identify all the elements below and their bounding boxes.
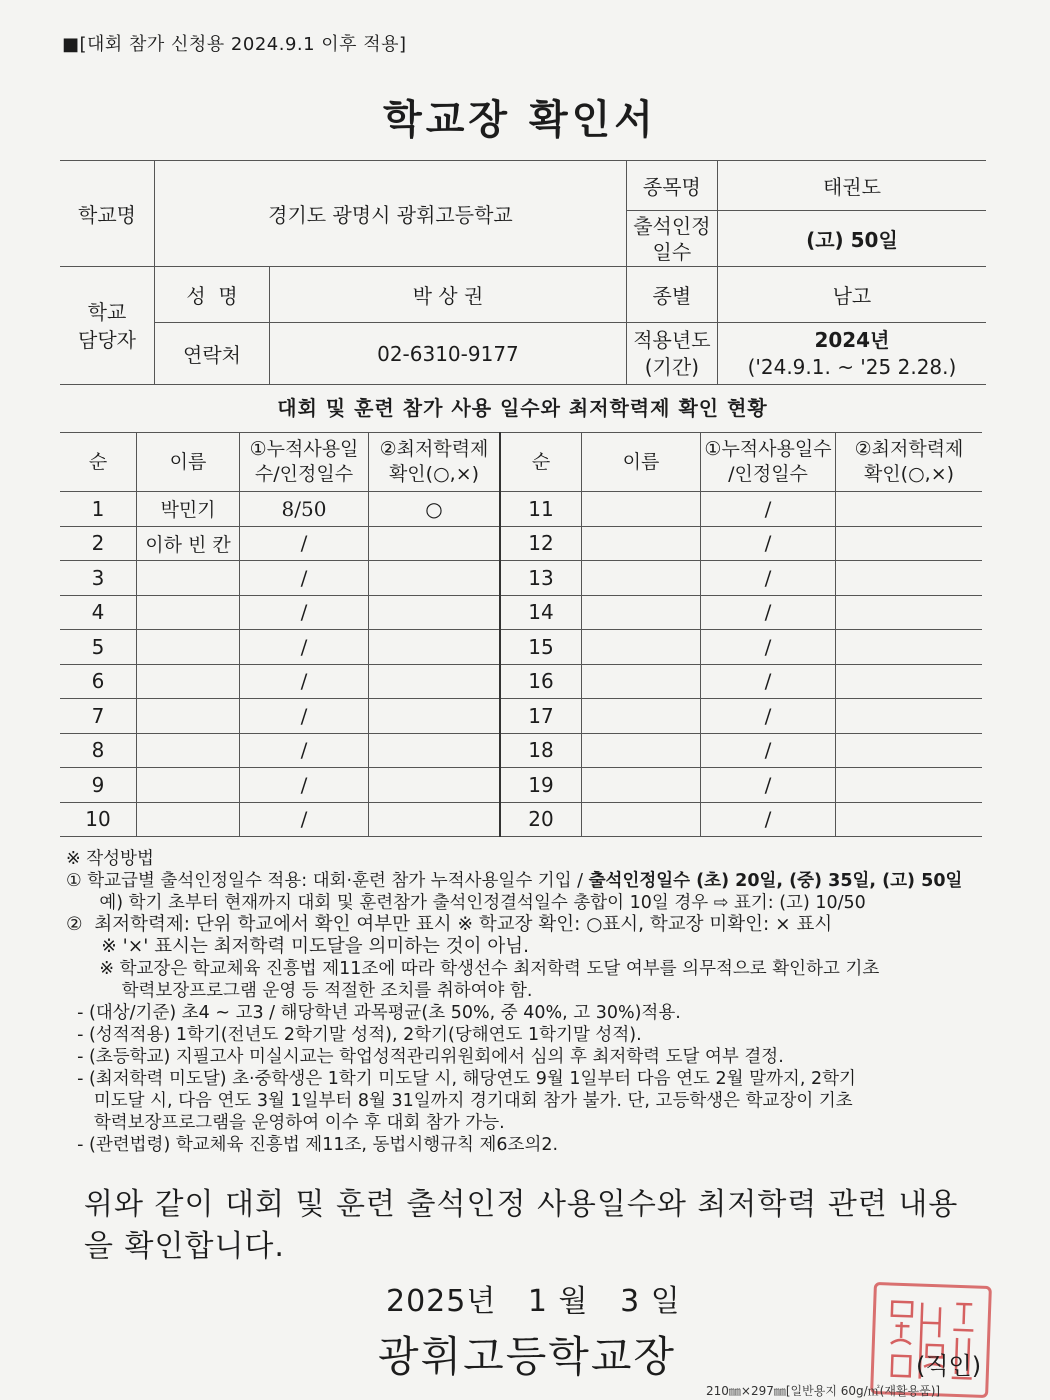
row-number: 7 [60, 699, 137, 734]
name-label: 성 명 [155, 267, 270, 323]
row-days: / [701, 699, 836, 734]
col-name: 이름 [137, 433, 240, 492]
row-days: / [701, 595, 836, 630]
guide-line: ② 최저학력제: 단위 학교에서 확인 여부만 표시 ※ 학교장 확인: ○표시, 학교장 미확인: × 표시 [66, 914, 833, 935]
row-check [836, 699, 983, 734]
roster-table [60, 432, 982, 837]
row-check [836, 664, 983, 699]
row-name [582, 768, 701, 803]
col-days: ①누적사용일 수/인정일수 [240, 433, 369, 492]
principal-title: 광휘고등학교장 [378, 1332, 677, 1381]
row-check [836, 492, 983, 527]
row-number: 20 [500, 802, 582, 837]
attendance-label: 출석인정 일수 [626, 211, 717, 267]
table-row [60, 699, 982, 734]
row-number: 3 [60, 561, 137, 596]
table-row [60, 492, 982, 527]
row-check [836, 526, 983, 561]
row-name [137, 561, 240, 596]
row-number: 19 [500, 768, 582, 803]
table-row [60, 768, 982, 803]
table-row [60, 733, 982, 768]
row-name [582, 561, 701, 596]
year-value: 2024년 [814, 327, 890, 352]
paper-spec: 210㎜×297㎜[일반용지 60g/㎡(재활용품)] [706, 1384, 941, 1398]
contact-value: 02-6310-9177 [270, 323, 627, 385]
row-name [582, 733, 701, 768]
row-name [582, 595, 701, 630]
row-name [582, 630, 701, 665]
contact-label: 연락처 [155, 323, 270, 385]
row-check [836, 802, 983, 837]
row-number: 2 [60, 526, 137, 561]
row-days: / [240, 595, 369, 630]
guide-line: - (최저학력 미도달) 초·중학생은 1학기 미도달 시, 해당연도 9월 1일부터 다음 연도 2월 말까지, 2학기 [66, 1069, 856, 1089]
row-number: 18 [500, 733, 582, 768]
row-days: / [240, 526, 369, 561]
guide-text: ① 학교급별 출석인정일수 적용: 대회·훈련 참가 누적사용일수 기입 / [66, 871, 589, 891]
sport-value: 태권도 [717, 161, 986, 211]
row-check [369, 733, 501, 768]
guide-line: ※ 학교장은 학교체육 진흥법 제11조에 따라 학생선수 최저학력 도달 여부를 의무적으로 확인하고 기초 [66, 959, 880, 979]
issue-date: 2025년 1 월 3 일 [386, 1284, 681, 1319]
guide-line [66, 870, 986, 892]
row-number: 10 [60, 802, 137, 837]
row-number: 1 [60, 492, 137, 527]
row-name [137, 630, 240, 665]
row-check [369, 561, 501, 596]
table-row [60, 802, 982, 837]
attendance-value: (고) 50일 [717, 211, 986, 267]
writing-guide [66, 848, 986, 1156]
guide-line: - (성적적용) 1학기(전년도 2학기말 성적), 2학기(당해연도 1학기말 성적). [66, 1025, 642, 1045]
row-days: / [701, 664, 836, 699]
row-number: 12 [500, 526, 582, 561]
row-days: / [701, 526, 836, 561]
row-name [582, 802, 701, 837]
row-check: ○ [369, 492, 501, 527]
row-number: 17 [500, 699, 582, 734]
row-number: 13 [500, 561, 582, 596]
guide-line: - (초등학교) 지필고사 미실시교는 학업성적관리위원회에서 심의 후 최저학력 도달 여부 결정. [66, 1047, 784, 1067]
col-no: 순 [60, 433, 137, 492]
guide-line: 예) 학기 초부터 현재까지 대회 및 훈련참가 출석인정결석일수 총합이 10일 경우 ⇨ 표기: (고) 10/50 [66, 893, 866, 913]
school-label: 학교명 [60, 161, 155, 267]
guide-emphasis: 출석인정일수 (초) 20일, (중) 35일, (고) 50일 [588, 871, 963, 891]
table-row [60, 526, 982, 561]
section-title: 대회 및 훈련 참가 사용 일수와 최저학력제 확인 현황 [277, 396, 768, 420]
col-check-2: ②최저학력제 확인(○,×) [836, 433, 983, 492]
row-number: 15 [500, 630, 582, 665]
year-label: 적용년도 (기간) [626, 323, 717, 385]
row-check [369, 802, 501, 837]
row-name: 박민기 [137, 492, 240, 527]
table-row [60, 561, 982, 596]
row-days: / [701, 630, 836, 665]
gender-value: 남고 [717, 267, 986, 323]
row-check [369, 630, 501, 665]
guide-line: 미도달 시, 다음 연도 3월 1일부터 8월 31일까지 경기대회 참가 불가. 단, 고등학생은 학교장이 기초 [66, 1091, 853, 1111]
form-usage-note: ■[대회 참가 신청용 2024.9.1 이후 적용] [62, 34, 407, 55]
row-days: / [701, 768, 836, 803]
row-number: 6 [60, 664, 137, 699]
row-number: 16 [500, 664, 582, 699]
row-check [369, 595, 501, 630]
row-days: 8/50 [240, 492, 369, 527]
row-days: / [701, 733, 836, 768]
table-row [60, 595, 982, 630]
row-name [582, 699, 701, 734]
row-check [836, 733, 983, 768]
guide-line: - (대상/기준) 초4 ~ 고3 / 해당학년 과목평균(초 50%, 중 40%, 고 30%)적용. [66, 1003, 681, 1023]
row-number: 9 [60, 768, 137, 803]
school-value: 경기도 광명시 광휘고등학교 [155, 161, 627, 267]
row-name [137, 802, 240, 837]
period-value: ('24.9.1. ~ '25 2.28.) [747, 354, 957, 379]
row-name [582, 526, 701, 561]
guide-line: ※ '×' 표시는 최저학력 미도달을 의미하는 것이 아님. [66, 936, 530, 957]
guide-line: - (관련법령) 학교체육 진흥법 제11조, 동법시행규칙 제6조의2. [66, 1135, 559, 1155]
row-days: / [240, 768, 369, 803]
col-check: ②최저학력제 확인(○,×) [369, 433, 501, 492]
row-days: / [240, 561, 369, 596]
row-check [836, 595, 983, 630]
row-days: / [240, 699, 369, 734]
confirmation-statement: 위와 같이 대회 및 훈련 출석인정 사용일수와 최저학력 관련 내용을 확인합니다. [84, 1187, 959, 1264]
row-days: / [701, 561, 836, 596]
row-check [836, 768, 983, 803]
row-days: / [701, 492, 836, 527]
manager-label: 학교 담당자 [60, 267, 155, 385]
row-days: / [240, 733, 369, 768]
row-days: / [240, 630, 369, 665]
row-days: / [240, 802, 369, 837]
school-info-table [60, 160, 986, 385]
col-no-2: 순 [500, 433, 582, 492]
row-check [369, 664, 501, 699]
guide-heading: ※ 작성방법 [66, 849, 154, 869]
row-check [836, 561, 983, 596]
table-row [60, 664, 982, 699]
row-check [836, 630, 983, 665]
row-days: / [240, 664, 369, 699]
row-name [137, 699, 240, 734]
year-cell [717, 323, 986, 385]
guide-line: 학력보장프로그램 운영 등 적절한 조치를 취하여야 함. [66, 981, 533, 1001]
row-name [137, 768, 240, 803]
seal-label: (직인) [916, 1352, 982, 1380]
roster-body [60, 492, 982, 837]
gender-label: 종별 [626, 267, 717, 323]
row-check [369, 699, 501, 734]
table-row [60, 630, 982, 665]
document-title: 학교장 확인서 [383, 97, 657, 143]
row-name [137, 733, 240, 768]
row-number: 5 [60, 630, 137, 665]
row-check [369, 768, 501, 803]
row-number: 8 [60, 733, 137, 768]
sport-label: 종목명 [626, 161, 717, 211]
guide-line: 학력보장프로그램을 운영하여 이수 후 대회 참가 가능. [66, 1113, 505, 1133]
row-name [137, 664, 240, 699]
name-value: 박 상 권 [270, 267, 627, 323]
row-number: 11 [500, 492, 582, 527]
row-name [137, 595, 240, 630]
col-name-2: 이름 [582, 433, 701, 492]
col-days-2: ①누적사용일수 /인정일수 [701, 433, 836, 492]
row-name: 이하 빈 칸 [137, 526, 240, 561]
row-name [582, 664, 701, 699]
row-name [582, 492, 701, 527]
row-check [369, 526, 501, 561]
row-days: / [701, 802, 836, 837]
row-number: 14 [500, 595, 582, 630]
row-number: 4 [60, 595, 137, 630]
